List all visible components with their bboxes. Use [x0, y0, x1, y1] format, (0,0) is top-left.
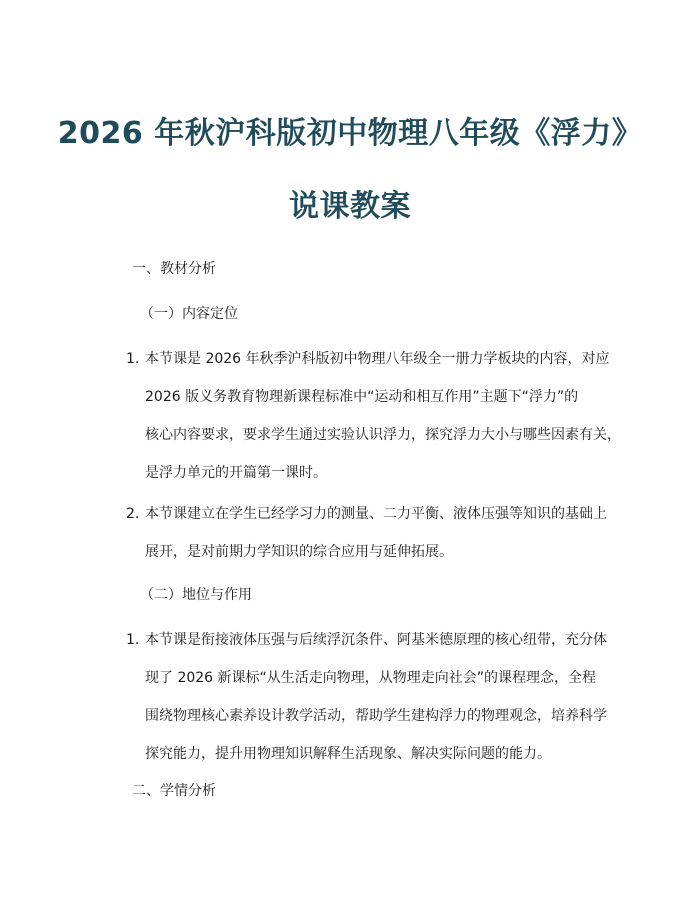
document-title-line-2: 说课教案 [289, 189, 411, 224]
list-item-number: 1. [126, 632, 140, 648]
paragraph-line: 2026 版义务教育物理新课程标准中“运动和相互作用”主题下“浮力”的 [145, 389, 579, 405]
paragraph-line: 探究能力，提升用物理知识解释生活现象、解决实际问题的能力。 [145, 746, 551, 762]
paragraph-line: 展开，是对前期力学知识的综合应用与延伸拓展。 [145, 544, 453, 560]
subsection-heading-content-positioning: （一）内容定位 [140, 306, 238, 322]
subsection-heading-status-and-role: （二）地位与作用 [140, 587, 252, 603]
paragraph-line: 围绕物理核心素养设计教学活动，帮助学生建构浮力的物理观念，培养科学 [145, 708, 607, 724]
paragraph-line: 是浮力单元的开篇第一课时。 [145, 465, 327, 481]
document-title-line-1: 2026 年秋沪科版初中物理八年级《浮力》 [57, 116, 643, 151]
paragraph-line: 本节课是 2026 年秋季沪科版初中物理八年级全一册力学板块的内容，对应 [145, 351, 610, 367]
list-item-number: 1. [126, 351, 140, 367]
section-heading-student-analysis: 二、学情分析 [132, 783, 216, 799]
section-heading-teaching-material: 一、教材分析 [132, 261, 216, 277]
paragraph-line: 本节课建立在学生已经学习力的测量、二力平衡、液体压强等知识的基础上 [145, 506, 607, 522]
paragraph-line: 本节课是衔接液体压强与后续浮沉条件、阿基米德原理的核心纽带，充分体 [145, 632, 607, 648]
list-item-number: 2. [126, 506, 140, 522]
paragraph-line: 核心内容要求，要求学生通过实验认识浮力，探究浮力大小与哪些因素有关， [145, 427, 621, 443]
paragraph-line: 现了 2026 新课标“从生活走向物理，从物理走向社会”的课程理念，全程 [145, 670, 597, 686]
